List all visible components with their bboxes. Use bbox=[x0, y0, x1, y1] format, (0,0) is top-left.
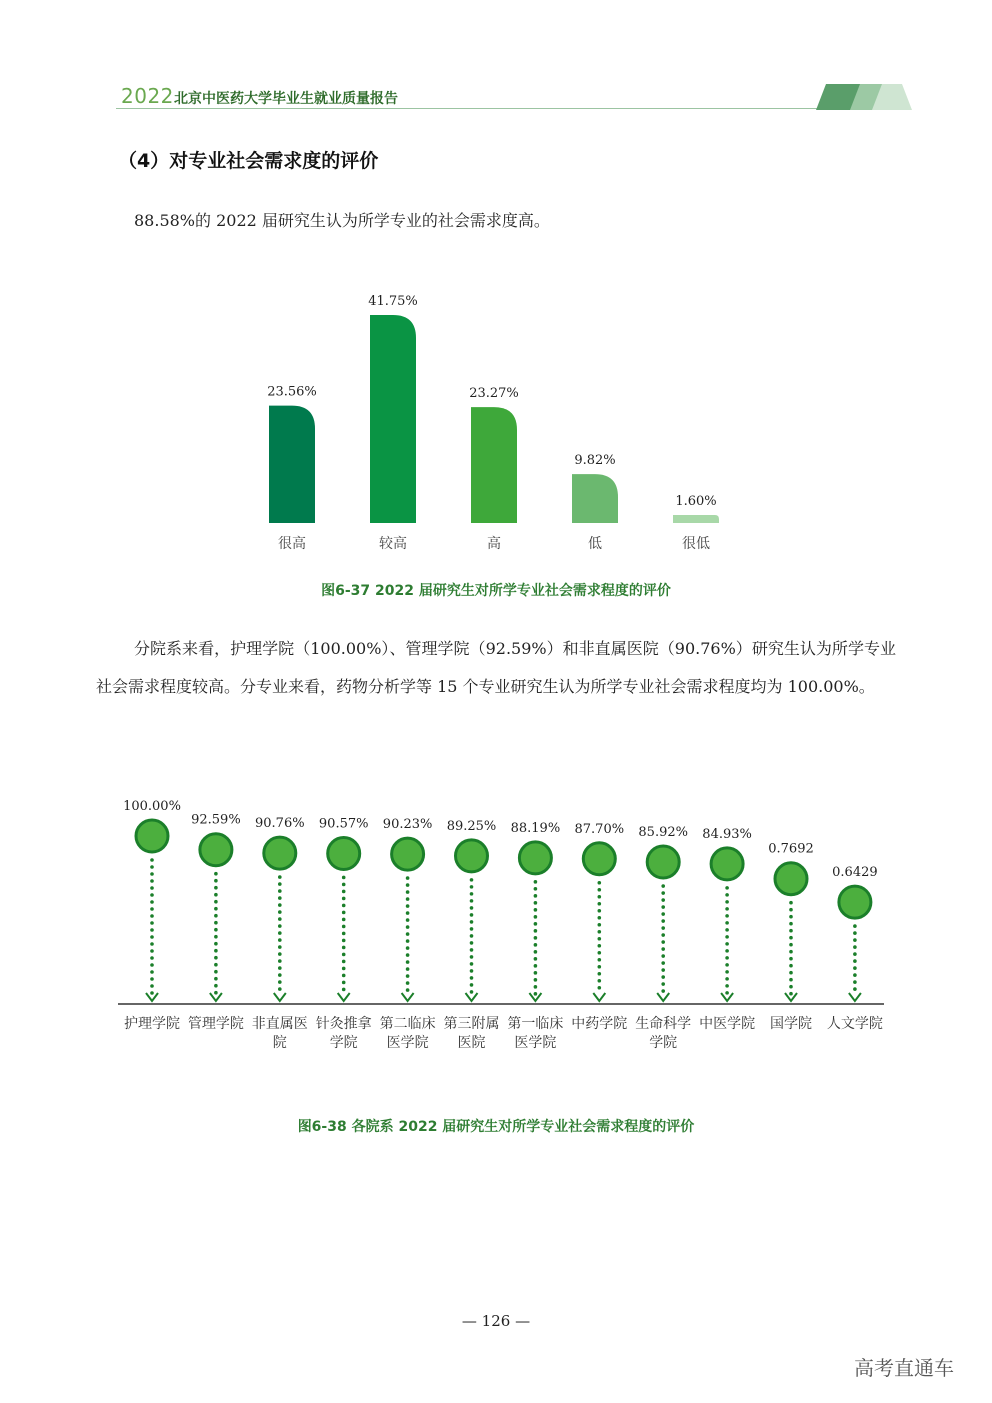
lollipop-category-label: 第三附属 bbox=[443, 1016, 500, 1032]
stem-dot bbox=[725, 984, 729, 988]
figure-caption-6-37: 图6-37 2022 届研究生对所学专业社会需求程度的评价 bbox=[321, 583, 671, 599]
lollipop-category-label: 学院 bbox=[649, 1035, 678, 1051]
header-year: 2022 bbox=[121, 84, 174, 108]
stem-dot bbox=[725, 956, 729, 960]
stem-dot bbox=[661, 884, 665, 888]
stem-dot bbox=[534, 915, 538, 919]
stem-dot bbox=[853, 945, 857, 949]
stem-dot bbox=[278, 910, 282, 914]
stem-dot bbox=[598, 965, 602, 969]
stem-dot bbox=[278, 931, 282, 935]
stem-dot bbox=[853, 966, 857, 970]
stem-dot bbox=[598, 979, 602, 983]
stem-dot bbox=[150, 942, 154, 946]
stem-dot bbox=[725, 928, 729, 932]
stem-dot bbox=[342, 967, 346, 971]
stem-dot bbox=[534, 957, 538, 961]
stem-dot bbox=[534, 936, 538, 940]
stem-dot bbox=[214, 928, 218, 932]
lollipop-marker-4 bbox=[328, 837, 360, 869]
lollipop-value-label: 85.92% bbox=[638, 825, 688, 841]
lollipop-category-label: 医学院 bbox=[386, 1035, 429, 1051]
stem-dot bbox=[534, 985, 538, 989]
stem-dot bbox=[789, 950, 793, 954]
stem-dot bbox=[342, 897, 346, 901]
stem-dot bbox=[661, 898, 665, 902]
stem-dot bbox=[534, 880, 538, 884]
lollipop-value-label: 0.6429 bbox=[832, 865, 878, 881]
stem-dot bbox=[342, 890, 346, 894]
bar-value-label: 9.82% bbox=[574, 453, 616, 469]
stem-dot bbox=[342, 876, 346, 880]
stem-dot bbox=[470, 990, 474, 994]
bar-value-label: 1.60% bbox=[675, 494, 717, 510]
lollipop-category-label: 国学院 bbox=[770, 1016, 812, 1032]
bar-5 bbox=[673, 515, 719, 523]
lollipop-value-label: 88.19% bbox=[510, 820, 561, 836]
stem-dot bbox=[214, 879, 218, 883]
stem-dot bbox=[853, 959, 857, 963]
stem-dot bbox=[470, 941, 474, 945]
stem-dot bbox=[470, 962, 474, 966]
stem-dot bbox=[278, 980, 282, 984]
stem-dot bbox=[150, 921, 154, 925]
stem-dot bbox=[661, 961, 665, 965]
stem-dot bbox=[598, 930, 602, 934]
lollipop-marker-8 bbox=[583, 843, 615, 875]
stem-dot bbox=[470, 969, 474, 973]
stem-dot bbox=[534, 894, 538, 898]
stem-dot bbox=[214, 935, 218, 939]
lollipop-value-label: 90.23% bbox=[382, 817, 433, 833]
stem-dot bbox=[725, 914, 729, 918]
stem-dot bbox=[661, 954, 665, 958]
stem-dot bbox=[661, 975, 665, 979]
stem-dot bbox=[406, 932, 410, 936]
stem-dot bbox=[150, 858, 154, 862]
lollipop-category-label: 院 bbox=[272, 1035, 287, 1051]
stem-dot bbox=[214, 963, 218, 967]
stem-dot bbox=[470, 885, 474, 889]
stem-dot bbox=[278, 952, 282, 956]
stem-dot bbox=[853, 987, 857, 991]
stem-dot bbox=[661, 968, 665, 972]
stem-dot bbox=[470, 878, 474, 882]
bar-2 bbox=[370, 315, 416, 523]
stem-dot bbox=[278, 938, 282, 942]
lollipop-value-label: 90.57% bbox=[318, 816, 369, 832]
stem-dot bbox=[406, 981, 410, 985]
stem-dot bbox=[789, 957, 793, 961]
stem-dot bbox=[789, 929, 793, 933]
stem-dot bbox=[406, 988, 410, 992]
stem-dot bbox=[150, 907, 154, 911]
bar-value-label: 23.56% bbox=[267, 384, 317, 400]
stem-dot bbox=[470, 906, 474, 910]
stem-dot bbox=[789, 943, 793, 947]
page-number: — 126 — bbox=[461, 1312, 531, 1330]
stem-dot bbox=[725, 963, 729, 967]
stem-dot bbox=[214, 949, 218, 953]
lollipop-value-label: 0.7692 bbox=[768, 841, 814, 857]
stem-dot bbox=[534, 908, 538, 912]
stem-dot bbox=[342, 918, 346, 922]
lollipop-category-label: 中医学院 bbox=[699, 1016, 756, 1032]
stem-dot bbox=[470, 976, 474, 980]
lollipop-marker-9 bbox=[647, 846, 679, 878]
stem-dot bbox=[470, 913, 474, 917]
stem-dot bbox=[853, 973, 857, 977]
stem-dot bbox=[278, 973, 282, 977]
stem-arrow bbox=[849, 993, 861, 1001]
stem-dot bbox=[789, 922, 793, 926]
stem-dot bbox=[150, 893, 154, 897]
stem-dot bbox=[853, 938, 857, 942]
stem-dot bbox=[661, 912, 665, 916]
bar-value-label: 23.27% bbox=[469, 386, 519, 402]
stem-dot bbox=[150, 879, 154, 883]
lollipop-category-label: 人文学院 bbox=[826, 1016, 883, 1032]
stem-dot bbox=[214, 893, 218, 897]
lollipop-value-label: 100.00% bbox=[123, 799, 181, 814]
header-rule bbox=[116, 108, 822, 109]
stem-dot bbox=[150, 956, 154, 960]
bar-category-label: 高 bbox=[487, 536, 501, 552]
stem-dot bbox=[342, 974, 346, 978]
lollipop-category-label: 第一临床 bbox=[507, 1016, 564, 1032]
stem-dot bbox=[214, 942, 218, 946]
stem-dot bbox=[470, 983, 474, 987]
stem-dot bbox=[278, 882, 282, 886]
stem-dot bbox=[725, 970, 729, 974]
stem-dot bbox=[406, 967, 410, 971]
watermark: 高考直通车 bbox=[854, 1356, 954, 1380]
stem-dot bbox=[278, 889, 282, 893]
stem-dot bbox=[598, 895, 602, 899]
lollipop-marker-1 bbox=[136, 820, 168, 852]
stem-dot bbox=[789, 985, 793, 989]
stem-dot bbox=[598, 986, 602, 990]
stem-dot bbox=[406, 953, 410, 957]
stem-dot bbox=[342, 960, 346, 964]
stem-dot bbox=[725, 907, 729, 911]
stem-dot bbox=[534, 964, 538, 968]
stem-dot bbox=[789, 971, 793, 975]
lollipop-marker-10 bbox=[711, 848, 743, 880]
stem-dot bbox=[214, 977, 218, 981]
stem-dot bbox=[534, 922, 538, 926]
stem-dot bbox=[406, 911, 410, 915]
lollipop-marker-5 bbox=[392, 838, 424, 870]
stem-dot bbox=[150, 970, 154, 974]
bar-4 bbox=[572, 474, 618, 523]
stem-dot bbox=[150, 914, 154, 918]
stem-dot bbox=[150, 886, 154, 890]
stem-dot bbox=[534, 943, 538, 947]
stem-dot bbox=[661, 940, 665, 944]
stem-dot bbox=[598, 881, 602, 885]
lollipop-category-label: 护理学院 bbox=[124, 1016, 180, 1032]
header-title: 北京中医药大学毕业生就业质量报告 bbox=[174, 91, 398, 107]
paragraph-summary: 88.58%的 2022 届研究生认为所学专业的社会需求度高。 bbox=[134, 211, 550, 230]
bar-value-label: 41.75% bbox=[368, 294, 418, 309]
stem-dot bbox=[342, 911, 346, 915]
stem-dot bbox=[470, 899, 474, 903]
stem-dot bbox=[725, 886, 729, 890]
stem-dot bbox=[661, 891, 665, 895]
bar-category-label: 低 bbox=[588, 536, 602, 552]
bar-category-label: 较高 bbox=[379, 536, 407, 552]
stem-dot bbox=[598, 916, 602, 920]
figure-caption-6-38: 图6-38 各院系 2022 届研究生对所学专业社会需求程度的评价 bbox=[297, 1119, 695, 1135]
stem-dot bbox=[534, 992, 538, 996]
lollipop-marker-2 bbox=[200, 834, 232, 866]
stem-dot bbox=[406, 876, 410, 880]
header-decoration bbox=[816, 84, 912, 110]
lollipop-category-label: 第二临床 bbox=[379, 1016, 436, 1032]
lollipop-marker-7 bbox=[519, 842, 551, 874]
stem-dot bbox=[150, 865, 154, 869]
section-heading: （4）对专业社会需求度的评价 bbox=[118, 150, 379, 172]
stem-dot bbox=[598, 888, 602, 892]
stem-dot bbox=[214, 872, 218, 876]
stem-arrow bbox=[338, 993, 350, 1001]
lollipop-marker-11 bbox=[775, 863, 807, 895]
stem-dot bbox=[534, 929, 538, 933]
stem-dot bbox=[342, 939, 346, 943]
bar-1 bbox=[269, 406, 315, 523]
stem-dot bbox=[214, 900, 218, 904]
stem-dot bbox=[789, 978, 793, 982]
stem-dot bbox=[150, 963, 154, 967]
stem-arrow bbox=[593, 993, 605, 1001]
lollipop-value-label: 92.59% bbox=[191, 812, 241, 828]
stem-dot bbox=[725, 893, 729, 897]
stem-dot bbox=[725, 977, 729, 981]
bar-chart bbox=[0, 270, 992, 590]
stem-dot bbox=[406, 897, 410, 901]
stem-dot bbox=[342, 932, 346, 936]
stem-dot bbox=[789, 992, 793, 996]
stem-dot bbox=[470, 955, 474, 959]
stem-dot bbox=[278, 875, 282, 879]
stem-dot bbox=[725, 991, 729, 995]
stem-dot bbox=[214, 914, 218, 918]
stem-dot bbox=[470, 948, 474, 952]
stem-dot bbox=[661, 947, 665, 951]
stem-dot bbox=[470, 927, 474, 931]
stem-dot bbox=[406, 883, 410, 887]
stem-dot bbox=[598, 923, 602, 927]
bar-category-label: 很低 bbox=[682, 536, 710, 552]
stem-arrow bbox=[657, 993, 669, 1001]
lollipop-marker-12 bbox=[839, 886, 871, 918]
stem-dot bbox=[661, 926, 665, 930]
stem-dot bbox=[278, 896, 282, 900]
stem-dot bbox=[406, 925, 410, 929]
stem-dot bbox=[534, 901, 538, 905]
stem-arrow bbox=[274, 993, 286, 1001]
stem-dot bbox=[598, 944, 602, 948]
stem-dot bbox=[150, 900, 154, 904]
stem-dot bbox=[598, 909, 602, 913]
stem-dot bbox=[598, 958, 602, 962]
stem-dot bbox=[214, 984, 218, 988]
stem-dot bbox=[214, 921, 218, 925]
stem-dot bbox=[342, 981, 346, 985]
stem-dot bbox=[214, 886, 218, 890]
bar-3 bbox=[471, 407, 517, 523]
stem-dot bbox=[853, 931, 857, 935]
stem-dot bbox=[406, 890, 410, 894]
lollipop-category-label: 生命科学 bbox=[635, 1016, 692, 1032]
stem-dot bbox=[661, 982, 665, 986]
stem-dot bbox=[534, 978, 538, 982]
stem-dot bbox=[598, 972, 602, 976]
stem-dot bbox=[278, 945, 282, 949]
stem-dot bbox=[406, 918, 410, 922]
stem-dot bbox=[278, 917, 282, 921]
stem-dot bbox=[853, 980, 857, 984]
stem-dot bbox=[598, 937, 602, 941]
lollipop-chart bbox=[0, 780, 992, 1080]
stem-dot bbox=[214, 907, 218, 911]
stem-arrow bbox=[402, 993, 414, 1001]
stem-dot bbox=[598, 902, 602, 906]
stem-dot bbox=[661, 933, 665, 937]
stem-dot bbox=[789, 901, 793, 905]
stem-dot bbox=[406, 904, 410, 908]
stem-dot bbox=[789, 915, 793, 919]
stem-dot bbox=[725, 900, 729, 904]
stem-dot bbox=[406, 960, 410, 964]
lollipop-value-label: 89.25% bbox=[446, 818, 497, 834]
stem-dot bbox=[853, 952, 857, 956]
lollipop-value-label: 84.93% bbox=[702, 826, 752, 842]
paragraph-by-college: 分院系来看，护理学院（100.00%）、管理学院（92.59%）和非直属医院（90.76%）研究生认为所学专业社会需求程度较高。分专业来看，药物分析学等 15 个专业研究生认为所学专业社会需求程度均为 100.00%。 bbox=[96, 639, 896, 696]
lollipop-category-label: 学院 bbox=[329, 1035, 358, 1051]
stem-dot bbox=[278, 959, 282, 963]
stem-dot bbox=[342, 904, 346, 908]
lollipop-marker-6 bbox=[456, 840, 488, 872]
stem-dot bbox=[214, 956, 218, 960]
stem-dot bbox=[150, 984, 154, 988]
stem-dot bbox=[278, 924, 282, 928]
stem-dot bbox=[150, 872, 154, 876]
stem-dot bbox=[725, 949, 729, 953]
stem-dot bbox=[342, 883, 346, 887]
stem-dot bbox=[278, 987, 282, 991]
stem-dot bbox=[278, 966, 282, 970]
stem-dot bbox=[150, 977, 154, 981]
stem-dot bbox=[470, 920, 474, 924]
lollipop-category-label: 针灸推拿 bbox=[315, 1016, 372, 1032]
stem-dot bbox=[342, 988, 346, 992]
stem-dot bbox=[150, 928, 154, 932]
stem-dot bbox=[725, 921, 729, 925]
stem-dot bbox=[214, 970, 218, 974]
stem-dot bbox=[406, 946, 410, 950]
stem-dot bbox=[150, 935, 154, 939]
stem-dot bbox=[214, 991, 218, 995]
stem-dot bbox=[598, 951, 602, 955]
stem-dot bbox=[853, 924, 857, 928]
lollipop-category-label: 医院 bbox=[457, 1035, 486, 1051]
stem-dot bbox=[406, 974, 410, 978]
stem-dot bbox=[342, 953, 346, 957]
lollipop-marker-3 bbox=[264, 837, 296, 869]
stem-dot bbox=[789, 936, 793, 940]
stem-dot bbox=[470, 934, 474, 938]
stem-dot bbox=[470, 892, 474, 896]
stem-dot bbox=[342, 946, 346, 950]
stem-dot bbox=[534, 950, 538, 954]
stem-dot bbox=[342, 925, 346, 929]
stem-dot bbox=[661, 905, 665, 909]
lollipop-value-label: 90.76% bbox=[255, 816, 305, 832]
stem-dot bbox=[789, 964, 793, 968]
stem-dot bbox=[789, 908, 793, 912]
stem-arrow bbox=[466, 993, 478, 1001]
stem-dot bbox=[534, 887, 538, 891]
lollipop-value-label: 87.70% bbox=[574, 821, 625, 837]
stem-dot bbox=[150, 949, 154, 953]
stem-dot bbox=[725, 935, 729, 939]
stem-dot bbox=[534, 971, 538, 975]
stem-dot bbox=[406, 939, 410, 943]
bar-category-label: 很高 bbox=[278, 536, 306, 552]
stem-dot bbox=[725, 942, 729, 946]
lollipop-category-label: 非直属医 bbox=[251, 1016, 308, 1032]
stem-dot bbox=[150, 991, 154, 995]
lollipop-category-label: 医学院 bbox=[514, 1035, 557, 1051]
stem-dot bbox=[661, 919, 665, 923]
stem-dot bbox=[278, 903, 282, 907]
stem-dot bbox=[661, 989, 665, 993]
lollipop-category-label: 中药学院 bbox=[571, 1016, 628, 1032]
lollipop-category-label: 管理学院 bbox=[187, 1016, 244, 1032]
